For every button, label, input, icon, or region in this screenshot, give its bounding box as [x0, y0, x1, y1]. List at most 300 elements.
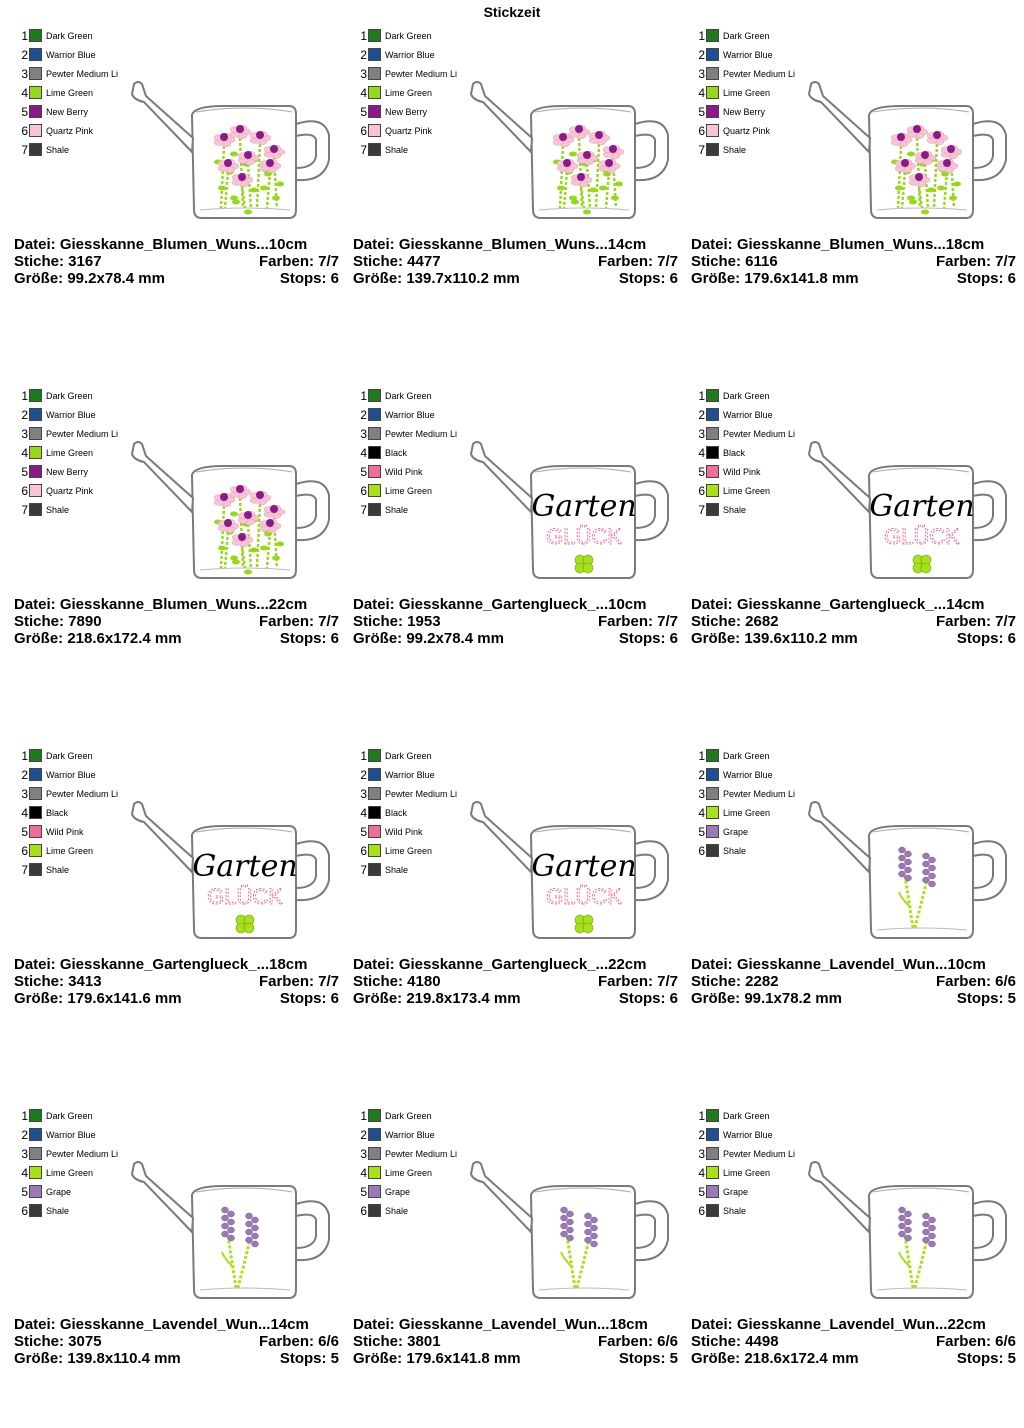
- color-name: Warrior Blue: [46, 49, 96, 60]
- color-name: New Berry: [46, 466, 89, 477]
- legend-item: [18, 386, 128, 405]
- flower-center: [256, 491, 264, 499]
- design-size: Größe: 179.6x141.8 mm: [353, 1350, 521, 1367]
- color-name: Shale: [46, 504, 70, 515]
- legend-item: [18, 803, 128, 822]
- legend-item: [357, 822, 467, 841]
- lavender-bud: [923, 861, 930, 867]
- can-handle: [296, 481, 329, 540]
- file-name: Datei: Giesskanne_Gartenglueck_...22cm: [353, 956, 647, 973]
- legend-number: 3: [21, 1146, 28, 1161]
- color-legend: [18, 26, 128, 159]
- color-name: Warrior Blue: [723, 769, 773, 780]
- file-row: [14, 956, 339, 973]
- color-name: Pewter Medium Li: [46, 1148, 118, 1159]
- legend-number: 4: [698, 805, 705, 820]
- legend-number: 1: [21, 748, 28, 763]
- color-swatch: [706, 446, 719, 459]
- file-row: [14, 1316, 339, 1333]
- color-name: Quartz Pink: [723, 125, 771, 136]
- garten-word: Garten: [531, 849, 637, 884]
- legend-number: 6: [698, 483, 705, 498]
- flower-center: [236, 125, 244, 133]
- legend-item: [357, 26, 467, 45]
- design-card: [14, 360, 339, 660]
- color-swatch: [368, 427, 381, 440]
- legend-item: [695, 1144, 805, 1163]
- legend-number: 1: [21, 1108, 28, 1123]
- legend-number: 6: [360, 483, 367, 498]
- color-name: Dark Green: [385, 390, 432, 401]
- legend-item: [695, 481, 805, 500]
- clover-leaf: [583, 563, 593, 573]
- legend-number: 4: [698, 85, 705, 100]
- lavender-bud: [899, 1207, 906, 1213]
- color-swatch: [29, 86, 42, 99]
- design-info: [691, 956, 1016, 1007]
- legend-number: 1: [360, 1108, 367, 1123]
- color-name: Lime Green: [723, 1167, 771, 1178]
- lavender-bud: [246, 1221, 253, 1227]
- can-handle: [635, 121, 668, 180]
- stitch-count: Stiche: 4477: [353, 253, 441, 270]
- color-swatch: [29, 844, 42, 857]
- can-spout: [132, 1162, 193, 1232]
- color-name: Lime Green: [385, 87, 433, 98]
- size-row: [14, 630, 339, 647]
- design-info: [353, 236, 678, 287]
- legend-item: [695, 1201, 805, 1220]
- flower-center: [921, 151, 929, 159]
- legend-item: [695, 765, 805, 784]
- legend-number: 7: [21, 142, 28, 157]
- flower-center: [577, 173, 585, 181]
- can-spout: [471, 82, 532, 152]
- legend-item: [357, 860, 467, 879]
- can-spout: [809, 802, 870, 872]
- legend-number: 6: [698, 123, 705, 138]
- color-name: Dark Green: [723, 390, 770, 401]
- color-swatch: [368, 1109, 381, 1122]
- lavender-bud: [923, 1213, 930, 1219]
- lavender-bud: [585, 1213, 592, 1219]
- lavender-bud: [561, 1207, 568, 1213]
- lavender-bud: [585, 1229, 592, 1235]
- color-swatch: [368, 48, 381, 61]
- legend-item: [357, 140, 467, 159]
- file-row: [353, 956, 678, 973]
- color-swatch: [706, 1128, 719, 1141]
- color-legend: [695, 26, 805, 159]
- legend-item: [18, 860, 128, 879]
- can-spout: [132, 802, 193, 872]
- lavender-bud: [905, 859, 912, 865]
- lavender-bud: [567, 1227, 574, 1233]
- stitch-row: [353, 973, 678, 990]
- legend-number: 4: [360, 85, 367, 100]
- color-name: Grape: [385, 1186, 411, 1197]
- color-swatch: [368, 389, 381, 402]
- design-info: [14, 596, 339, 647]
- legend-number: 3: [698, 66, 705, 81]
- color-swatch: [368, 1204, 381, 1217]
- legend-number: 5: [360, 1184, 367, 1199]
- can-spout: [132, 442, 193, 512]
- lavender-bud: [585, 1237, 592, 1243]
- color-name: Warrior Blue: [385, 49, 435, 60]
- legend-item: [18, 841, 128, 860]
- size-row: [691, 270, 1016, 287]
- legend-number: 5: [21, 104, 28, 119]
- legend-item: [357, 765, 467, 784]
- legend-number: 5: [21, 464, 28, 479]
- lavender-bud: [561, 1223, 568, 1229]
- legend-number: 2: [360, 1127, 367, 1142]
- legend-item: [357, 803, 467, 822]
- lavender-bud: [899, 863, 906, 869]
- color-swatch: [706, 844, 719, 857]
- color-count: Farben: 7/7: [597, 613, 678, 630]
- color-legend: [695, 746, 805, 860]
- file-row: [691, 236, 1016, 253]
- flower-center: [244, 151, 252, 159]
- color-name: Warrior Blue: [723, 409, 773, 420]
- size-row: [353, 990, 678, 1007]
- color-swatch: [368, 105, 381, 118]
- color-name: Grape: [46, 1186, 72, 1197]
- lavender-bud: [252, 1225, 259, 1231]
- size-row: [14, 1350, 339, 1367]
- legend-number: 4: [21, 805, 28, 820]
- watering-can-artwork: [801, 780, 1011, 950]
- stitch-row: [353, 1333, 678, 1350]
- legend-item: [695, 26, 805, 45]
- legend-number: 5: [360, 104, 367, 119]
- stitch-row: [14, 253, 339, 270]
- size-row: [353, 270, 678, 287]
- can-handle: [296, 121, 329, 180]
- can-spout: [809, 442, 870, 512]
- legend-item: [357, 83, 467, 102]
- color-name: Black: [385, 447, 408, 458]
- file-row: [14, 596, 339, 613]
- stitch-row: [14, 973, 339, 990]
- legend-number: 7: [698, 502, 705, 517]
- color-name: Dark Green: [723, 750, 770, 761]
- lavender-bud: [252, 1217, 259, 1223]
- flower-center: [583, 151, 591, 159]
- color-name: Warrior Blue: [385, 769, 435, 780]
- flower-center: [897, 133, 905, 141]
- color-name: Warrior Blue: [723, 49, 773, 60]
- legend-number: 3: [360, 786, 367, 801]
- garten-word: Garten: [869, 489, 975, 524]
- can-handle: [635, 1201, 668, 1260]
- color-name: Shale: [723, 845, 747, 856]
- stitch-row: [691, 253, 1016, 270]
- color-count: Farben: 6/6: [935, 1333, 1016, 1350]
- stitch-count: Stiche: 2682: [691, 613, 779, 630]
- legend-item: [18, 45, 128, 64]
- color-name: Shale: [723, 504, 747, 515]
- legend-item: [18, 784, 128, 803]
- color-count: Farben: 6/6: [258, 1333, 339, 1350]
- can-spout: [471, 442, 532, 512]
- color-swatch: [29, 1109, 42, 1122]
- glueck-word: GLÜCK: [546, 884, 622, 909]
- design-card: [14, 0, 339, 300]
- lavender-bud: [899, 871, 906, 877]
- legend-number: 7: [360, 862, 367, 877]
- color-swatch: [29, 105, 42, 118]
- flower-center: [238, 173, 246, 181]
- color-swatch: [706, 1166, 719, 1179]
- lavender-bud: [923, 1221, 930, 1227]
- color-name: Shale: [46, 864, 70, 875]
- legend-number: 6: [21, 843, 28, 858]
- color-swatch: [368, 749, 381, 762]
- lavender-bud: [929, 881, 936, 887]
- color-legend: [18, 1106, 128, 1220]
- lavender-bud: [228, 1227, 235, 1233]
- lavender-bud: [905, 1211, 912, 1217]
- color-name: Shale: [385, 504, 409, 515]
- color-swatch: [29, 48, 42, 61]
- lavender-bud: [561, 1231, 568, 1237]
- file-name: Datei: Giesskanne_Lavendel_Wun...22cm: [691, 1316, 986, 1333]
- flower-center: [901, 159, 909, 167]
- color-swatch: [29, 503, 42, 516]
- design-card: [353, 0, 678, 300]
- legend-number: 3: [698, 786, 705, 801]
- design-card: [353, 720, 678, 1020]
- color-swatch: [29, 1166, 42, 1179]
- legend-number: 1: [360, 388, 367, 403]
- flower-center: [270, 505, 278, 513]
- color-name: Warrior Blue: [385, 409, 435, 420]
- legend-number: 3: [21, 786, 28, 801]
- watering-can-artwork: [801, 60, 1011, 230]
- lavender-bud: [905, 1219, 912, 1225]
- file-row: [691, 1316, 1016, 1333]
- color-swatch: [29, 1204, 42, 1217]
- glueck-word: GLÜCK: [207, 884, 283, 909]
- color-swatch: [706, 1204, 719, 1217]
- color-name: Lime Green: [385, 845, 433, 856]
- color-swatch: [706, 408, 719, 421]
- can-handle: [973, 121, 1006, 180]
- design-size: Größe: 139.8x110.4 mm: [14, 1350, 181, 1367]
- color-name: Pewter Medium Li: [46, 428, 118, 439]
- legend-number: 5: [360, 824, 367, 839]
- color-name: Pewter Medium Li: [723, 1148, 795, 1159]
- legend-item: [357, 500, 467, 519]
- legend-item: [357, 1125, 467, 1144]
- legend-item: [18, 462, 128, 481]
- color-swatch: [706, 29, 719, 42]
- lavender-bud: [905, 1235, 912, 1241]
- legend-number: 4: [21, 85, 28, 100]
- color-swatch: [706, 86, 719, 99]
- stitch-row: [353, 613, 678, 630]
- color-swatch: [29, 787, 42, 800]
- legend-item: [18, 1163, 128, 1182]
- color-swatch: [706, 503, 719, 516]
- legend-item: [18, 1125, 128, 1144]
- size-row: [353, 1350, 678, 1367]
- lavender-bud: [591, 1233, 598, 1239]
- legend-item: [695, 462, 805, 481]
- can-spout: [471, 802, 532, 872]
- color-swatch: [29, 806, 42, 819]
- legend-number: 6: [698, 843, 705, 858]
- watering-can-artwork: [124, 420, 334, 590]
- can-body: [531, 1186, 635, 1298]
- file-name: Datei: Giesskanne_Gartenglueck_...14cm: [691, 596, 985, 613]
- legend-item: [357, 784, 467, 803]
- color-swatch: [706, 48, 719, 61]
- color-swatch: [368, 503, 381, 516]
- color-name: Lime Green: [723, 807, 771, 818]
- color-count: Farben: 7/7: [597, 973, 678, 990]
- legend-item: [18, 500, 128, 519]
- color-name: Quartz Pink: [46, 125, 94, 136]
- stop-count: Stops: 5: [279, 1350, 339, 1367]
- lavender-bud: [899, 847, 906, 853]
- color-name: Lime Green: [385, 1167, 433, 1178]
- color-name: Dark Green: [723, 30, 770, 41]
- legend-item: [695, 746, 805, 765]
- can-handle: [973, 1201, 1006, 1260]
- color-count: Farben: 7/7: [935, 613, 1016, 630]
- legend-item: [357, 462, 467, 481]
- legend-number: 4: [698, 1165, 705, 1180]
- legend-number: 4: [360, 805, 367, 820]
- legend-item: [695, 1182, 805, 1201]
- watering-can-artwork: [801, 1140, 1011, 1310]
- color-swatch: [706, 787, 719, 800]
- color-swatch: [706, 105, 719, 118]
- design-size: Größe: 179.6x141.8 mm: [691, 270, 859, 287]
- stitch-count: Stiche: 7890: [14, 613, 102, 630]
- color-swatch: [706, 465, 719, 478]
- stop-count: Stops: 6: [956, 630, 1016, 647]
- lavender-bud: [222, 1231, 229, 1237]
- file-row: [14, 236, 339, 253]
- color-name: Wild Pink: [723, 466, 761, 477]
- can-handle: [635, 841, 668, 900]
- legend-item: [695, 140, 805, 159]
- color-legend: [357, 746, 467, 879]
- color-swatch: [706, 1109, 719, 1122]
- watering-can-artwork: [463, 780, 673, 950]
- design-info: [691, 596, 1016, 647]
- lavender-bud: [252, 1233, 259, 1239]
- stitch-row: [353, 253, 678, 270]
- legend-number: 3: [698, 1146, 705, 1161]
- size-row: [14, 270, 339, 287]
- design-info: [691, 1316, 1016, 1367]
- lavender-bud: [222, 1215, 229, 1221]
- color-swatch: [29, 427, 42, 440]
- color-swatch: [29, 408, 42, 421]
- legend-item: [357, 102, 467, 121]
- color-name: Warrior Blue: [46, 409, 96, 420]
- color-swatch: [29, 825, 42, 838]
- lavender-bud: [591, 1241, 598, 1247]
- color-name: Pewter Medium Li: [385, 788, 457, 799]
- color-name: Shale: [723, 1205, 747, 1216]
- file-row: [691, 956, 1016, 973]
- legend-number: 2: [21, 47, 28, 62]
- legend-item: [357, 405, 467, 424]
- legend-item: [695, 121, 805, 140]
- legend-item: [18, 424, 128, 443]
- color-swatch: [368, 844, 381, 857]
- color-swatch: [706, 749, 719, 762]
- flower-center: [220, 133, 228, 141]
- legend-number: 3: [698, 426, 705, 441]
- color-swatch: [706, 389, 719, 402]
- legend-number: 6: [21, 1203, 28, 1218]
- lavender-bud: [923, 1229, 930, 1235]
- garten-word: Garten: [531, 489, 637, 524]
- lavender-bud: [585, 1221, 592, 1227]
- lavender-bud: [591, 1225, 598, 1231]
- legend-number: 7: [698, 142, 705, 157]
- color-swatch: [368, 465, 381, 478]
- stop-count: Stops: 6: [956, 270, 1016, 287]
- lavender-bud: [567, 1235, 574, 1241]
- color-swatch: [368, 446, 381, 459]
- design-size: Größe: 139.6x110.2 mm: [691, 630, 858, 647]
- lavender-bud: [899, 1231, 906, 1237]
- design-card: [691, 1080, 1016, 1380]
- color-name: Pewter Medium Li: [723, 68, 795, 79]
- lavender-bud: [905, 851, 912, 857]
- legend-number: 5: [360, 464, 367, 479]
- legend-item: [357, 1163, 467, 1182]
- color-swatch: [368, 1166, 381, 1179]
- color-swatch: [29, 67, 42, 80]
- color-swatch: [368, 29, 381, 42]
- legend-number: 3: [21, 66, 28, 81]
- color-legend: [695, 1106, 805, 1220]
- color-name: New Berry: [385, 106, 428, 117]
- color-name: Lime Green: [46, 1167, 94, 1178]
- file-name: Datei: Giesskanne_Lavendel_Wun...14cm: [14, 1316, 309, 1333]
- file-row: [691, 596, 1016, 613]
- file-row: [353, 236, 678, 253]
- watering-can-artwork: [463, 1140, 673, 1310]
- stop-count: Stops: 5: [956, 990, 1016, 1007]
- legend-item: [695, 784, 805, 803]
- color-name: Quartz Pink: [385, 125, 433, 136]
- color-name: Lime Green: [385, 485, 433, 496]
- color-name: New Berry: [723, 106, 766, 117]
- flower-center: [933, 131, 941, 139]
- legend-item: [18, 1201, 128, 1220]
- lavender-bud: [246, 1237, 253, 1243]
- legend-number: 6: [21, 123, 28, 138]
- lavender-bud: [899, 855, 906, 861]
- watering-can-artwork: [801, 420, 1011, 590]
- legend-item: [18, 822, 128, 841]
- page-title: Stickzeit: [483, 4, 541, 20]
- color-legend: [695, 386, 805, 519]
- color-swatch: [706, 768, 719, 781]
- color-name: Pewter Medium Li: [385, 1148, 457, 1159]
